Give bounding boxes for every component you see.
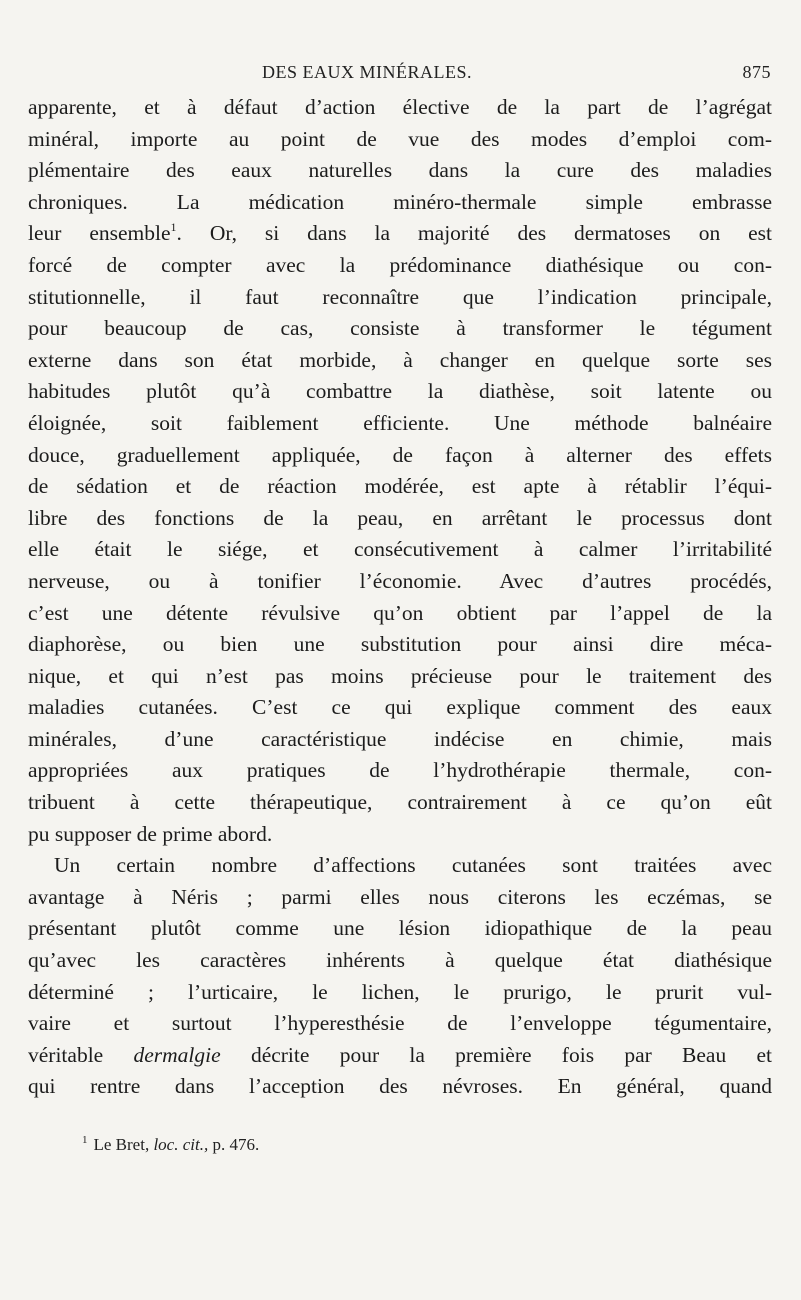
- text-line: douce, graduellement appliquée, de façon à alterner des effets: [28, 442, 772, 467]
- text-line: pour beaucoup de cas, consiste à transformer le tégument: [28, 316, 772, 341]
- text-line: chroniques. La médication minéro-thermale simple embrasse: [28, 189, 772, 214]
- text-line: libre des fonctions de la peau, en arrêtant le processus dont: [28, 505, 772, 530]
- text-line: diaphorèse, ou bien une substitution pour ainsi dire méca-: [28, 632, 772, 657]
- running-head: [0, 62, 801, 86]
- text-line: minérales, d’une caractéristique indécise en chimie, mais: [28, 726, 772, 751]
- text-line: tribuent à cette thérapeutique, contrairement à ce qu’on eût: [28, 790, 772, 815]
- body-text: [28, 92, 772, 1103]
- text-line: éloignée, soit faiblement efficiente. Une méthode balnéaire: [28, 410, 772, 435]
- text-line: vaire et surtout l’hyperesthésie de l’enveloppe tégumentaire,: [28, 1011, 772, 1036]
- italic-term: dermalgie: [133, 1042, 221, 1067]
- text-line: elle était le siége, et consécutivement à calmer l’irritabilité: [28, 537, 772, 562]
- text-line: appropriées aux pratiques de l’hydrothérapie thermale, con-: [28, 758, 772, 783]
- text-line: Un certain nombre d’affections cutanées sont traitées avec: [54, 853, 772, 878]
- text-line: [28, 218, 772, 250]
- line-segment: leur ensemble: [28, 221, 171, 246]
- text-line: plémentaire des eaux naturelles dans la cure des maladies: [28, 158, 772, 183]
- text-line: stitutionnelle, il faut reconnaître que l’indication principale,: [28, 284, 772, 309]
- text-line: qui rentre dans l’acception des névroses. En général, quand: [28, 1074, 772, 1099]
- footnote-mark: 1: [82, 1134, 88, 1146]
- text-line: nerveuse, ou à tonifier l’économie. Avec d’autres procédés,: [28, 568, 772, 593]
- text-line: [28, 1040, 772, 1072]
- line-segment: décrite pour la première fois par Beau et: [220, 1042, 772, 1067]
- line-segment: . Or, si dans la majorité des dermatoses on est: [176, 221, 772, 246]
- text-line: présentant plutôt comme une lésion idiopathique de la peau: [28, 916, 772, 941]
- text-line: externe dans son état morbide, à changer en quelque sorte ses: [28, 347, 772, 372]
- footnote-reference: loc. cit.,: [153, 1135, 209, 1154]
- text-line: qu’avec les caractères inhérents à quelque état diathésique: [28, 948, 772, 973]
- running-title: DES EAUX MINÉRALES.: [262, 62, 472, 82]
- text-line: de sédation et de réaction modérée, est apte à rétablir l’équi-: [28, 474, 772, 499]
- line-segment: véritable: [28, 1042, 134, 1067]
- footnote-reference-mark: 1: [170, 220, 177, 235]
- footnote-page: p. 476.: [212, 1135, 260, 1154]
- text-line: habitudes plutôt qu’à combattre la diathèse, soit latente ou: [28, 379, 772, 404]
- text-line: pu supposer de prime abord.: [28, 821, 273, 846]
- text-line: avantage à Néris ; parmi elles nous citerons les eczémas, se: [28, 884, 772, 909]
- text-line: c’est une détente révulsive qu’on obtient par l’appel de la: [28, 600, 772, 625]
- text-line: maladies cutanées. C’est ce qui explique comment des eaux: [28, 695, 772, 720]
- text-line: forcé de compter avec la prédominance diathésique ou con-: [28, 252, 772, 277]
- text-line: déterminé ; l’urticaire, le lichen, le prurigo, le prurit vul-: [28, 979, 772, 1004]
- text-line: nique, et qui n’est pas moins précieuse pour le traitement des: [28, 663, 772, 688]
- footnote-author: Le Bret,: [93, 1135, 150, 1154]
- text-line: minéral, importe au point de vue des modes d’emploi com-: [28, 126, 772, 151]
- text-line: apparente, et à défaut d’action élective de la part de l’agrégat: [28, 95, 772, 119]
- page-number: 875: [742, 62, 771, 82]
- footnote: [82, 1134, 259, 1155]
